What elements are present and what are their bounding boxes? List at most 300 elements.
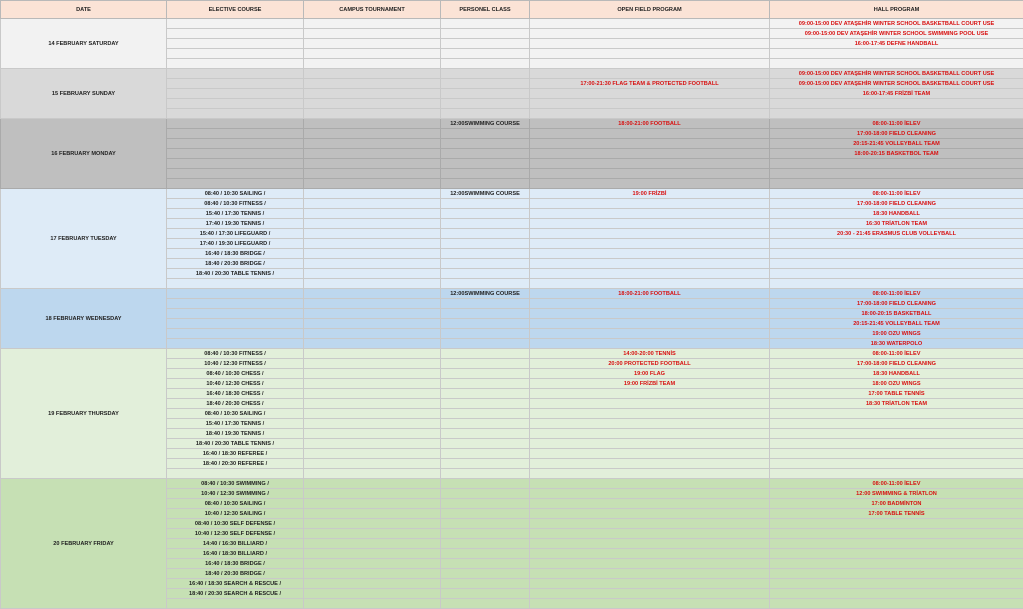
personel-class-cell [441, 249, 530, 259]
personel-class-cell [441, 229, 530, 239]
open-field-cell [530, 409, 770, 419]
personel-class-cell [441, 239, 530, 249]
campus-tournament-cell [304, 309, 441, 319]
open-field-cell: 18:00-21:00 FOOTBALL [530, 289, 770, 299]
elective-course-cell: 10:40 / 12:30 SELF DEFENSE / [167, 529, 304, 539]
hall-program-cell [770, 419, 1023, 429]
elective-course-cell: 15:40 / 17:30 TENNIS / [167, 419, 304, 429]
elective-course-cell [167, 279, 304, 289]
elective-course-cell: 10:40 / 12:30 FITNESS / [167, 359, 304, 369]
open-field-cell [530, 89, 770, 99]
elective-course-cell: 08:40 / 10:30 SWIMMING / [167, 479, 304, 489]
personel-class-cell [441, 389, 530, 399]
personel-class-cell [441, 459, 530, 469]
personel-class-cell [441, 329, 530, 339]
personel-class-cell [441, 519, 530, 529]
campus-tournament-cell [304, 19, 441, 29]
open-field-cell [530, 319, 770, 329]
hall-program-cell [770, 599, 1023, 609]
open-field-cell: 14:00-20:00 TENNİS [530, 349, 770, 359]
schedule-row [1, 289, 1023, 299]
open-field-cell [530, 159, 770, 169]
hall-program-cell: 17:00 TABLE TENNİS [770, 509, 1023, 519]
campus-tournament-cell [304, 539, 441, 549]
personel-class-cell [441, 419, 530, 429]
elective-course-cell: 18:40 / 20:30 TABLE TENNIS / [167, 439, 304, 449]
open-field-cell [530, 509, 770, 519]
campus-tournament-cell [304, 569, 441, 579]
open-field-cell [530, 499, 770, 509]
elective-course-cell: 08:40 / 10:30 SAILING / [167, 189, 304, 199]
open-field-cell [530, 99, 770, 109]
personel-class-cell [441, 599, 530, 609]
elective-course-cell: 10:40 / 12:30 CHESS / [167, 379, 304, 389]
campus-tournament-cell [304, 239, 441, 249]
date-cell: 16 FEBRUARY MONDAY [1, 119, 167, 189]
open-field-cell [530, 199, 770, 209]
campus-tournament-cell [304, 69, 441, 79]
open-field-cell [530, 389, 770, 399]
campus-tournament-cell [304, 339, 441, 349]
open-field-cell [530, 549, 770, 559]
personel-class-cell [441, 319, 530, 329]
elective-course-cell [167, 79, 304, 89]
elective-course-cell [167, 159, 304, 169]
campus-tournament-cell [304, 549, 441, 559]
hall-program-cell [770, 109, 1023, 119]
elective-course-cell [167, 289, 304, 299]
hall-program-cell: 18:00-20:15 BASKETBALL [770, 309, 1023, 319]
hall-program-cell [770, 249, 1023, 259]
open-field-cell [530, 299, 770, 309]
hall-program-cell: 20:15-21:45 VOLLEYBALL TEAM [770, 319, 1023, 329]
hall-program-cell: 18:30 TRİATLON TEAM [770, 399, 1023, 409]
elective-course-cell [167, 89, 304, 99]
campus-tournament-cell [304, 399, 441, 409]
personel-class-cell [441, 469, 530, 479]
schedule-row [1, 119, 1023, 129]
campus-tournament-cell [304, 159, 441, 169]
personel-class-cell [441, 59, 530, 69]
campus-tournament-cell [304, 439, 441, 449]
elective-course-cell: 18:40 / 20:30 CHESS / [167, 399, 304, 409]
campus-tournament-cell [304, 529, 441, 539]
hall-program-cell: 18:00 OZU WINGS [770, 379, 1023, 389]
elective-course-cell [167, 469, 304, 479]
campus-tournament-cell [304, 139, 441, 149]
open-field-cell [530, 559, 770, 569]
open-field-cell [530, 489, 770, 499]
elective-course-cell: 08:40 / 10:30 SELF DEFENSE / [167, 519, 304, 529]
personel-class-cell [441, 49, 530, 59]
elective-course-cell [167, 119, 304, 129]
open-field-cell [530, 469, 770, 479]
open-field-cell [530, 219, 770, 229]
open-field-cell [530, 339, 770, 349]
open-field-cell [530, 259, 770, 269]
campus-tournament-cell [304, 279, 441, 289]
hall-program-cell [770, 439, 1023, 449]
campus-tournament-cell [304, 509, 441, 519]
elective-course-cell [167, 179, 304, 189]
header-row [1, 1, 1023, 19]
open-field-cell [530, 579, 770, 589]
hall-program-cell: 16:30 TRİATLON TEAM [770, 219, 1023, 229]
hall-program-cell: 18:30 WATERPOLO [770, 339, 1023, 349]
header-campus-tournament: CAMPUS TOURNAMENT [304, 1, 441, 19]
elective-course-cell [167, 339, 304, 349]
campus-tournament-cell [304, 249, 441, 259]
campus-tournament-cell [304, 29, 441, 39]
personel-class-cell [441, 39, 530, 49]
hall-program-cell [770, 159, 1023, 169]
open-field-cell [530, 459, 770, 469]
open-field-cell [530, 269, 770, 279]
open-field-cell [530, 419, 770, 429]
open-field-cell [530, 169, 770, 179]
campus-tournament-cell [304, 359, 441, 369]
hall-program-cell [770, 549, 1023, 559]
hall-program-cell: 08:00-11:00 İELEV [770, 289, 1023, 299]
hall-program-cell: 08:00-11:00 İELEV [770, 119, 1023, 129]
hall-program-cell [770, 589, 1023, 599]
campus-tournament-cell [304, 289, 441, 299]
campus-tournament-cell [304, 169, 441, 179]
open-field-cell [530, 49, 770, 59]
personel-class-cell [441, 309, 530, 319]
schedule-row [1, 189, 1023, 199]
elective-course-cell [167, 109, 304, 119]
elective-course-cell [167, 599, 304, 609]
hall-program-cell: 17:00-18:00 FIELD CLEANING [770, 299, 1023, 309]
open-field-cell [530, 139, 770, 149]
hall-program-cell [770, 459, 1023, 469]
open-field-cell: 17:00-21:30 FLAG TEAM & PROTECTED FOOTBALL [530, 79, 770, 89]
open-field-cell [530, 429, 770, 439]
campus-tournament-cell [304, 119, 441, 129]
elective-course-cell [167, 19, 304, 29]
campus-tournament-cell [304, 219, 441, 229]
schedule-body [1, 19, 1023, 609]
open-field-cell [530, 69, 770, 79]
campus-tournament-cell [304, 199, 441, 209]
campus-tournament-cell [304, 589, 441, 599]
elective-course-cell: 08:40 / 10:30 FITNESS / [167, 199, 304, 209]
personel-class-cell [441, 279, 530, 289]
campus-tournament-cell [304, 39, 441, 49]
campus-tournament-cell [304, 259, 441, 269]
hall-program-cell [770, 449, 1023, 459]
campus-tournament-cell [304, 329, 441, 339]
elective-course-cell [167, 49, 304, 59]
open-field-cell [530, 19, 770, 29]
hall-program-cell: 09:00-15:00 DEV ATAŞEHİR WINTER SCHOOL BASKETBALL COURT USE [770, 19, 1023, 29]
personel-class-cell [441, 139, 530, 149]
personel-class-cell: 12:00SWIMMING COURSE [441, 119, 530, 129]
elective-course-cell: 17:40 / 19:30 LIFEGUARD / [167, 239, 304, 249]
hall-program-cell: 08:00-11:00 İELEV [770, 349, 1023, 359]
hall-program-cell: 16:00-17:45 DEFNE HANDBALL [770, 39, 1023, 49]
personel-class-cell [441, 379, 530, 389]
open-field-cell [530, 149, 770, 159]
campus-tournament-cell [304, 229, 441, 239]
elective-course-cell: 08:40 / 10:30 FITNESS / [167, 349, 304, 359]
campus-tournament-cell [304, 189, 441, 199]
elective-course-cell: 08:40 / 10:30 SAILING / [167, 409, 304, 419]
campus-tournament-cell [304, 299, 441, 309]
open-field-cell [530, 109, 770, 119]
hall-program-cell: 20:15-21:45 VOLLEYBALL TEAM [770, 139, 1023, 149]
open-field-cell [530, 209, 770, 219]
elective-course-cell: 17:40 / 19:30 TENNIS / [167, 219, 304, 229]
hall-program-cell [770, 429, 1023, 439]
hall-program-cell [770, 179, 1023, 189]
personel-class-cell [441, 179, 530, 189]
personel-class-cell [441, 159, 530, 169]
open-field-cell: 18:00-21:00 FOOTBALL [530, 119, 770, 129]
hall-program-cell: 16:00-17:45 FRİZBİ TEAM [770, 89, 1023, 99]
personel-class-cell [441, 569, 530, 579]
hall-program-cell [770, 49, 1023, 59]
elective-course-cell [167, 169, 304, 179]
personel-class-cell [441, 439, 530, 449]
elective-course-cell: 16:40 / 18:30 CHESS / [167, 389, 304, 399]
hall-program-cell [770, 519, 1023, 529]
elective-course-cell: 18:40 / 20:30 BRIDGE / [167, 569, 304, 579]
campus-tournament-cell [304, 419, 441, 429]
schedule-row [1, 349, 1023, 359]
open-field-cell [530, 569, 770, 579]
open-field-cell [530, 599, 770, 609]
hall-program-cell: 17:00-18:00 FIELD CLEANING [770, 199, 1023, 209]
hall-program-cell [770, 169, 1023, 179]
date-cell: 14 FEBRUARY SATURDAY [1, 19, 167, 69]
personel-class-cell [441, 559, 530, 569]
header-personel-class: PERSONEL CLASS [441, 1, 530, 19]
personel-class-cell [441, 219, 530, 229]
personel-class-cell [441, 349, 530, 359]
elective-course-cell: 16:40 / 18:30 BRIDGE / [167, 559, 304, 569]
personel-class-cell: 12:00SWIMMING COURSE [441, 189, 530, 199]
open-field-cell [530, 529, 770, 539]
personel-class-cell [441, 479, 530, 489]
personel-class-cell [441, 549, 530, 559]
open-field-cell [530, 29, 770, 39]
open-field-cell [530, 309, 770, 319]
elective-course-cell: 16:40 / 18:30 REFEREE / [167, 449, 304, 459]
open-field-cell [530, 129, 770, 139]
elective-course-cell: 16:40 / 18:30 BRIDGE / [167, 249, 304, 259]
campus-tournament-cell [304, 59, 441, 69]
personel-class-cell [441, 149, 530, 159]
personel-class-cell [441, 359, 530, 369]
hall-program-cell [770, 569, 1023, 579]
personel-class-cell [441, 449, 530, 459]
hall-program-cell [770, 539, 1023, 549]
hall-program-cell: 08:00-11:00 İELEV [770, 189, 1023, 199]
personel-class-cell [441, 29, 530, 39]
personel-class-cell [441, 129, 530, 139]
open-field-cell [530, 399, 770, 409]
elective-course-cell [167, 309, 304, 319]
open-field-cell [530, 239, 770, 249]
campus-tournament-cell [304, 459, 441, 469]
hall-program-cell: 09:00-15:00 DEV ATAŞEHİR WINTER SCHOOL SWIMMING POOL USE [770, 29, 1023, 39]
hall-program-cell: 18:30 HANDBALL [770, 209, 1023, 219]
campus-tournament-cell [304, 559, 441, 569]
hall-program-cell: 18:30 HANDBALL [770, 369, 1023, 379]
open-field-cell [530, 329, 770, 339]
campus-tournament-cell [304, 89, 441, 99]
campus-tournament-cell [304, 319, 441, 329]
personel-class-cell [441, 509, 530, 519]
elective-course-cell: 16:40 / 18:30 SEARCH & RESCUE / [167, 579, 304, 589]
campus-tournament-cell [304, 109, 441, 119]
open-field-cell [530, 479, 770, 489]
elective-course-cell [167, 59, 304, 69]
elective-course-cell: 15:40 / 17:30 LIFEGUARD / [167, 229, 304, 239]
campus-tournament-cell [304, 179, 441, 189]
date-cell: 19 FEBRUARY THURSDAY [1, 349, 167, 479]
personel-class-cell [441, 579, 530, 589]
personel-class-cell [441, 409, 530, 419]
campus-tournament-cell [304, 129, 441, 139]
elective-course-cell: 18:40 / 19:30 TENNIS / [167, 429, 304, 439]
open-field-cell [530, 279, 770, 289]
open-field-cell: 19:00 FRİZBİ TEAM [530, 379, 770, 389]
open-field-cell: 19:00 FLAG [530, 369, 770, 379]
hall-program-cell: 09:00-15:00 DEV ATAŞEHİR WINTER SCHOOL BASKETBALL COURT USE [770, 79, 1023, 89]
campus-tournament-cell [304, 79, 441, 89]
open-field-cell [530, 229, 770, 239]
open-field-cell [530, 439, 770, 449]
campus-tournament-cell [304, 499, 441, 509]
hall-program-cell: 17:00 BADMİNTON [770, 499, 1023, 509]
personel-class-cell [441, 169, 530, 179]
date-cell: 17 FEBRUARY TUESDAY [1, 189, 167, 289]
personel-class-cell [441, 499, 530, 509]
campus-tournament-cell [304, 599, 441, 609]
hall-program-cell: 17:00-18:00 FIELD CLEANING [770, 129, 1023, 139]
elective-course-cell: 10:40 / 12:30 SAILING / [167, 509, 304, 519]
personel-class-cell [441, 259, 530, 269]
date-cell: 20 FEBRUARY FRIDAY [1, 479, 167, 609]
open-field-cell [530, 449, 770, 459]
schedule-row [1, 69, 1023, 79]
personel-class-cell [441, 399, 530, 409]
campus-tournament-cell [304, 269, 441, 279]
elective-course-cell: 16:40 / 18:30 BILLIARD / [167, 549, 304, 559]
campus-tournament-cell [304, 429, 441, 439]
elective-course-cell: 14:40 / 16:30 BILLIARD / [167, 539, 304, 549]
header-elective-course: ELECTIVE COURSE [167, 1, 304, 19]
campus-tournament-cell [304, 489, 441, 499]
personel-class-cell [441, 69, 530, 79]
hall-program-cell [770, 579, 1023, 589]
elective-course-cell: 08:40 / 10:30 SAILING / [167, 499, 304, 509]
elective-course-cell [167, 69, 304, 79]
elective-course-cell [167, 99, 304, 109]
elective-course-cell [167, 139, 304, 149]
campus-tournament-cell [304, 349, 441, 359]
open-field-cell [530, 589, 770, 599]
elective-course-cell [167, 329, 304, 339]
hall-program-cell: 20:30 - 21:45 ERASMUS CLUB VOLLEYBALL [770, 229, 1023, 239]
schedule-row [1, 19, 1023, 29]
campus-tournament-cell [304, 449, 441, 459]
hall-program-cell [770, 409, 1023, 419]
personel-class-cell [441, 489, 530, 499]
hall-program-cell: 18:00-20:15 BASKETBOL TEAM [770, 149, 1023, 159]
open-field-cell [530, 59, 770, 69]
elective-course-cell [167, 129, 304, 139]
personel-class-cell [441, 539, 530, 549]
hall-program-cell [770, 279, 1023, 289]
header-date: DATE [1, 1, 167, 19]
hall-program-cell: 19:00 OZU WINGS [770, 329, 1023, 339]
elective-course-cell: 08:40 / 10:30 CHESS / [167, 369, 304, 379]
campus-tournament-cell [304, 469, 441, 479]
personel-class-cell [441, 339, 530, 349]
hall-program-cell [770, 259, 1023, 269]
campus-tournament-cell [304, 149, 441, 159]
open-field-cell [530, 39, 770, 49]
open-field-cell: 19:00 FRİZBİ [530, 189, 770, 199]
hall-program-cell: 17:00 TABLE TENNİS [770, 389, 1023, 399]
personel-class-cell [441, 369, 530, 379]
hall-program-cell [770, 239, 1023, 249]
campus-tournament-cell [304, 209, 441, 219]
elective-course-cell: 18:40 / 20:30 REFEREE / [167, 459, 304, 469]
hall-program-cell: 08:00-11:00 İELEV [770, 479, 1023, 489]
open-field-cell [530, 249, 770, 259]
date-cell: 15 FEBRUARY SUNDAY [1, 69, 167, 119]
campus-tournament-cell [304, 379, 441, 389]
campus-tournament-cell [304, 99, 441, 109]
personel-class-cell [441, 299, 530, 309]
personel-class-cell [441, 19, 530, 29]
hall-program-cell [770, 269, 1023, 279]
elective-course-cell [167, 319, 304, 329]
personel-class-cell [441, 529, 530, 539]
header-hall-program: HALL PROGRAM [770, 1, 1023, 19]
personel-class-cell [441, 199, 530, 209]
open-field-cell [530, 179, 770, 189]
elective-course-cell: 10:40 / 12:30 SWIMMING / [167, 489, 304, 499]
campus-tournament-cell [304, 369, 441, 379]
personel-class-cell [441, 99, 530, 109]
header-open-field-program: OPEN FIELD PROGRAM [530, 1, 770, 19]
personel-class-cell [441, 429, 530, 439]
elective-course-cell [167, 299, 304, 309]
personel-class-cell [441, 89, 530, 99]
campus-tournament-cell [304, 579, 441, 589]
campus-tournament-cell [304, 49, 441, 59]
hall-program-cell: 09:00-15:00 DEV ATAŞEHİR WINTER SCHOOL BASKETBALL COURT USE [770, 69, 1023, 79]
date-cell: 18 FEBRUARY WEDNESDAY [1, 289, 167, 349]
personel-class-cell [441, 589, 530, 599]
open-field-cell: 20:00 PROTECTED FOOTBALL [530, 359, 770, 369]
elective-course-cell: 18:40 / 20:30 TABLE TENNIS / [167, 269, 304, 279]
campus-tournament-cell [304, 409, 441, 419]
personel-class-cell [441, 209, 530, 219]
personel-class-cell: 12:00SWIMMING COURSE [441, 289, 530, 299]
hall-program-cell: 17:00-18:00 FIELD CLEANING [770, 359, 1023, 369]
campus-tournament-cell [304, 519, 441, 529]
schedule-row [1, 479, 1023, 489]
open-field-cell [530, 539, 770, 549]
personel-class-cell [441, 269, 530, 279]
